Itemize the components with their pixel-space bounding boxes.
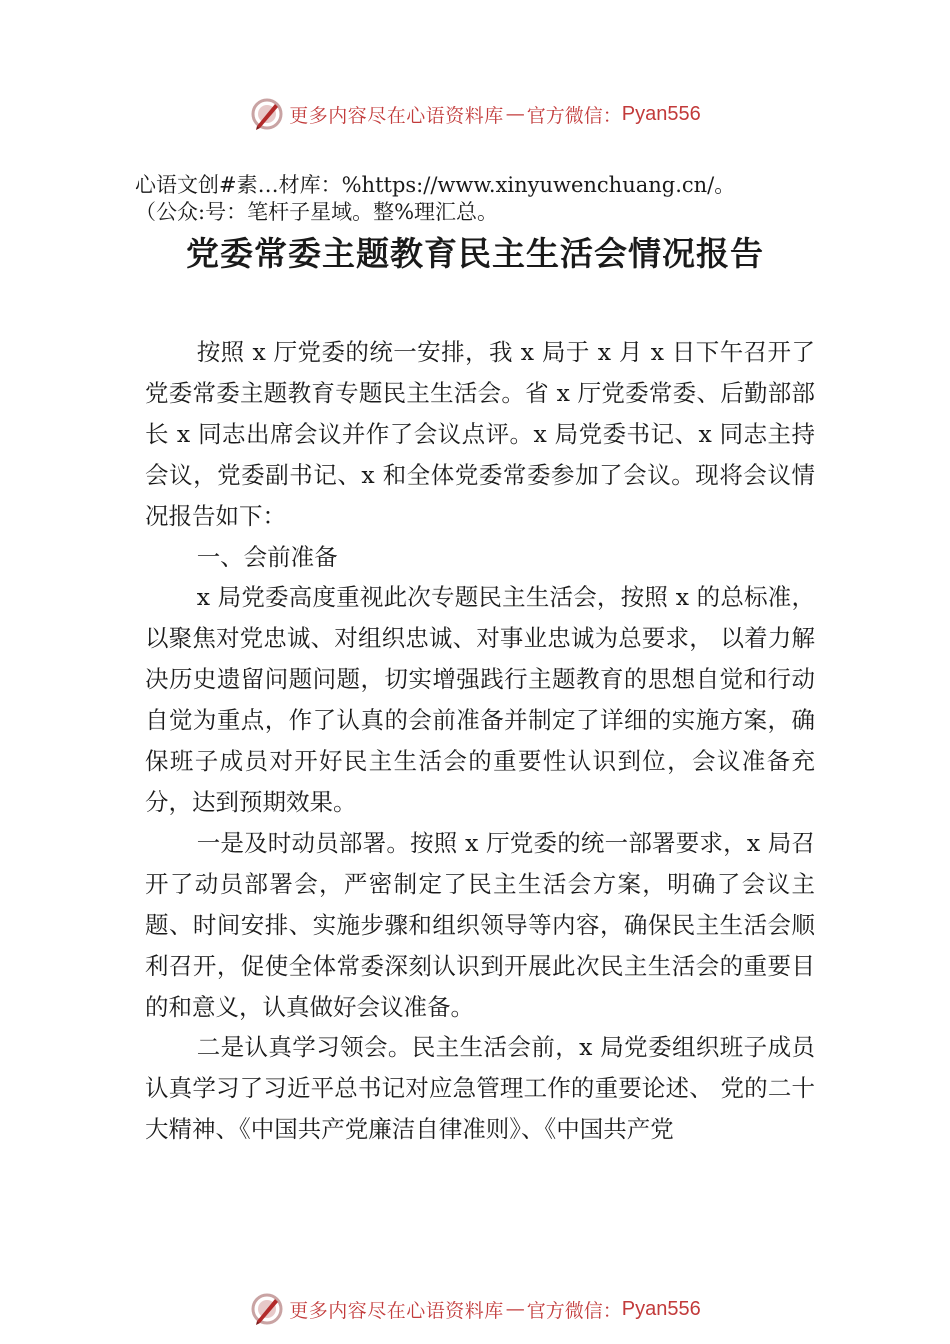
document-body [145,332,815,1150]
pen-logo-icon [249,96,285,132]
source-note [135,172,855,226]
banner-separator: — [505,1298,525,1320]
document-title: 党委常委主题教育民主生活会情况报告 [186,234,764,273]
footer-banner [0,1289,950,1329]
header-banner [0,94,950,134]
paragraph: 二是认真学习领会。民主生活会前，x 局党委组织班子成员认真学习了习近平总书记对应急管理工作的重要论述、 党的二十大精神、《中国共产党廉洁自律准则》、《中国共产党 [145,1033,815,1144]
banner-contact-handle: Pyan556 [621,1297,701,1320]
source-line-1: 心语文创#素…材库：%https://www.xinyuwenchuang.cn/。 [135,173,736,197]
paragraph: 按照 x 厅党委的统一安排，我 x 局于 x 月 x 日下午召开了党委常委主题教育专题民主生活会。省 x 厅党委常委、后勤部部长 x 同志出席会议并作了会议点评。x 局党委书记、x 同志主持会议，党委副书记、x 和全体党委常委参加了会议。现将会议情况报告如下： [145,338,815,530]
banner-contact-handle: Pyan556 [621,102,701,125]
section-heading: 一、会前准备 [196,542,338,571]
paragraph: 一是及时动员部署。按照 x 厅党委的统一部署要求，x 局召开了动员部署会，严密制定了民主生活会方案，明确了会议主题、时间安排、实施步骤和组织领导等内容，确保民主生活会顺利召开，促使全体常委深刻认识到开展此次民主生活会的重要目的和意义，认真做好会议准备。 [145,828,815,1021]
banner-brand-text: 更多内容尽在心语资料库 [289,1299,504,1322]
banner-separator: — [505,103,525,125]
paragraph: x 局党委高度重视此次专题民主生活会，按照 x 的总标准，以聚焦对党忠诚、对组织忠诚、对事业忠诚为总要求， 以着力解决历史遗留问题问题，切实增强践行主题教育的思想自觉和行动自觉为重点，作了认真的会前准备并制定了详细的实施方案，确保班子成员对开好民主生活会的重要性认识到位，会议准备充分，达到预期效果。 [145,583,815,816]
banner-contact-label: 官方微信： [526,104,622,127]
source-line-2: （公众:号：笔杆子星域。整%理汇总。 [135,200,499,224]
banner-brand-text: 更多内容尽在心语资料库 [289,104,504,127]
pen-logo-icon [249,1291,285,1327]
banner-contact-label: 官方微信： [526,1299,622,1322]
